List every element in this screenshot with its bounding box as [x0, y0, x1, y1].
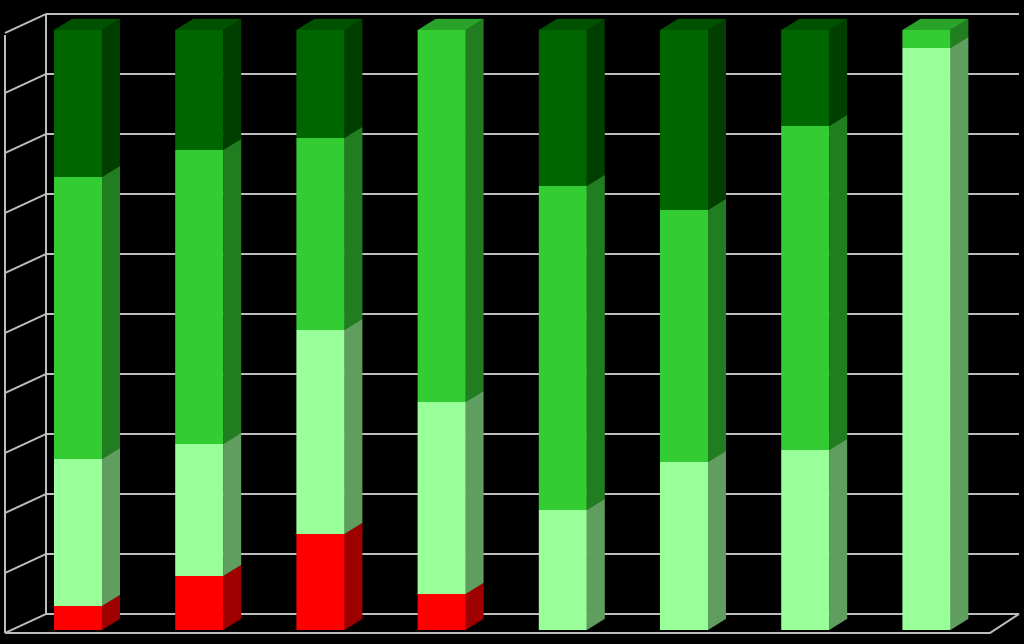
bar-front: [660, 30, 708, 210]
bar-front: [418, 30, 466, 402]
bar-segment: [781, 19, 847, 126]
bar-segment: [539, 19, 605, 186]
bar-side: [102, 448, 120, 606]
bar-side: [344, 19, 362, 138]
bar-front: [54, 459, 102, 606]
bar-segment: [296, 19, 362, 138]
gridline-side: [5, 134, 46, 153]
bar-front: [660, 462, 708, 630]
bar-side: [466, 391, 484, 594]
bar-side: [587, 19, 605, 186]
gridline-side: [5, 554, 46, 573]
bar-segment: [418, 391, 484, 594]
bar-side: [102, 166, 120, 459]
bar-segment: [54, 166, 120, 459]
gridline-side: [5, 74, 46, 93]
bar-front: [175, 30, 223, 150]
bar-segment: [539, 499, 605, 630]
bar-side: [344, 523, 362, 630]
bar-stack: [54, 19, 120, 630]
bar-segment: [418, 19, 484, 402]
bar-front: [296, 30, 344, 138]
bar-side: [223, 433, 241, 576]
bar-front: [296, 138, 344, 330]
bar-front: [418, 402, 466, 594]
bar-stack: [781, 19, 847, 630]
bar-segment: [54, 19, 120, 177]
gridline-side: [5, 614, 46, 633]
bar-segment: [539, 175, 605, 510]
bar-front: [175, 444, 223, 576]
bar-segment: [660, 451, 726, 630]
bar-front: [660, 210, 708, 462]
bar-front: [902, 30, 950, 48]
bar-front: [539, 510, 587, 630]
bar-side: [708, 19, 726, 210]
bar-side: [102, 19, 120, 177]
bar-front: [781, 30, 829, 126]
floor-edge: [5, 614, 1019, 633]
bar-stack: [539, 19, 605, 630]
bar-side: [223, 139, 241, 444]
bar-segment: [175, 19, 241, 150]
bar-side: [466, 19, 484, 402]
bar-front: [175, 576, 223, 630]
bar-segment: [781, 115, 847, 450]
bar-front: [418, 594, 466, 630]
gridline-side: [5, 374, 46, 393]
axes: [5, 14, 1019, 633]
bar-segment: [175, 139, 241, 444]
bar-segment: [660, 199, 726, 462]
gridline-side: [5, 254, 46, 273]
bar-front: [175, 150, 223, 444]
gridline-side: [5, 494, 46, 513]
bar-side: [223, 565, 241, 630]
bar-front: [54, 30, 102, 177]
bar-stack: [296, 19, 362, 630]
bar-side: [587, 175, 605, 510]
bar-stack: [175, 19, 241, 630]
bar-side: [223, 19, 241, 150]
bar-stack: [660, 19, 726, 630]
bar-side: [708, 199, 726, 462]
bar-segment: [296, 127, 362, 330]
bar-front: [539, 186, 587, 510]
bar-front: [54, 606, 102, 630]
bar-segment: [54, 448, 120, 606]
bar-stack: [902, 19, 968, 630]
bar-side: [344, 127, 362, 330]
bar-front: [296, 534, 344, 630]
gridline-side: [5, 434, 46, 453]
bar-front: [54, 177, 102, 459]
bar-side: [829, 115, 847, 450]
bar-side: [708, 451, 726, 630]
bar-front: [296, 330, 344, 534]
bar-stack: [418, 19, 484, 630]
bar-segment: [296, 319, 362, 534]
bar-side: [950, 37, 968, 630]
gridline-side: [5, 314, 46, 333]
bar-stacks: [54, 19, 968, 630]
bar-segment: [175, 433, 241, 576]
bar-segment: [296, 523, 362, 630]
bar-side: [829, 439, 847, 630]
bar-side: [344, 319, 362, 534]
bar-segment: [660, 19, 726, 210]
bar-segment: [781, 439, 847, 630]
bar-front: [781, 126, 829, 450]
gridlines: [5, 14, 1019, 633]
gridline-side: [5, 194, 46, 213]
bar-side: [829, 19, 847, 126]
gridline-side: [5, 14, 46, 33]
bar-side: [587, 499, 605, 630]
bar-front: [781, 450, 829, 630]
bar-front: [902, 48, 950, 630]
bar-segment: [902, 37, 968, 630]
bar-front: [539, 30, 587, 186]
